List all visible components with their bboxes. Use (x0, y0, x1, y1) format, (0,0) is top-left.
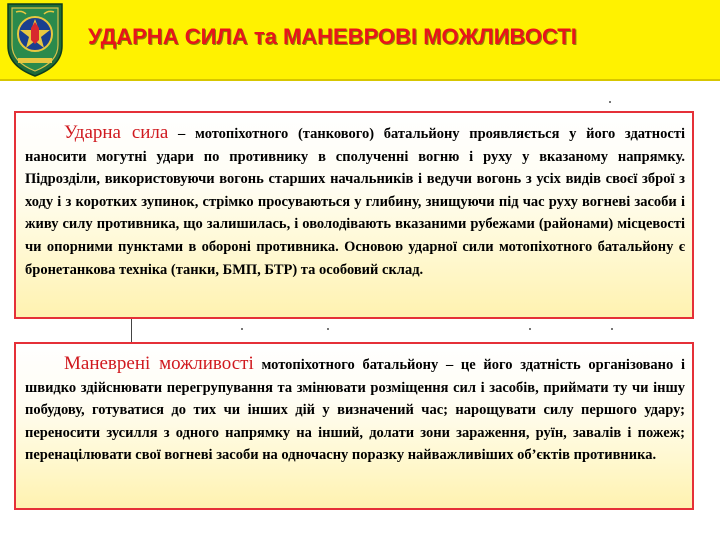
strike-force-text (25, 122, 685, 281)
maneuver-text (25, 353, 685, 467)
connector-line (131, 318, 132, 342)
strike-force-box (14, 111, 694, 319)
maneuver-term: Маневрені можливості (64, 353, 254, 374)
military-emblem-icon (2, 0, 68, 78)
strike-force-body: – мотопіхотного (танкового) батальйону проявляється у його здатності наносити могутні удари по противнику в сполученні вогню і руху у вказаному напрямку. Підрозділи, використовуючи вогонь старших начальників і ведучи вогонь з усіх видів своєї зброї з ходу і з коротких зупинок, стрімко просуваються у глибину, знищуючи під час руху вогневі засоби і живу силу противника, що залишилась, і оволодівають вказаними рубежами (районами) місцевості чи опорними пунктами в обороні противника. Основою ударної сили мотопіхотного батальйону є бронетанкова техніка (танки, БМП, БТР) та особовий склад. (25, 126, 685, 278)
decor-dot (609, 101, 611, 103)
decor-dot (611, 328, 613, 330)
header-divider (0, 79, 720, 81)
strike-force-term: Ударна сила (64, 122, 169, 143)
decor-dot (529, 328, 531, 330)
decor-dot (327, 328, 329, 330)
decor-dot (241, 328, 243, 330)
page-title: УДАРНА СИЛА та МАНЕВРОВІ МОЖЛИВОСТІ (88, 24, 577, 49)
maneuver-body: мотопіхотного батальйону – це його здатність організовано і швидко здійснювати перегрупування та змінювати розміщення сил і засобів, приймати ту чи іншу побудову, готуватися до тих чи інших дій у визначений час; нарощувати силу першого удару; переносити зусилля з одного напрямку на інший, долати зони зараження, руїн, завалів і пожеж; перенацілювати свої вогневі засоби на одночасну поразку найважливіших об’єктів противника. (25, 357, 686, 464)
header-bar (0, 0, 720, 79)
maneuver-box (14, 342, 694, 510)
